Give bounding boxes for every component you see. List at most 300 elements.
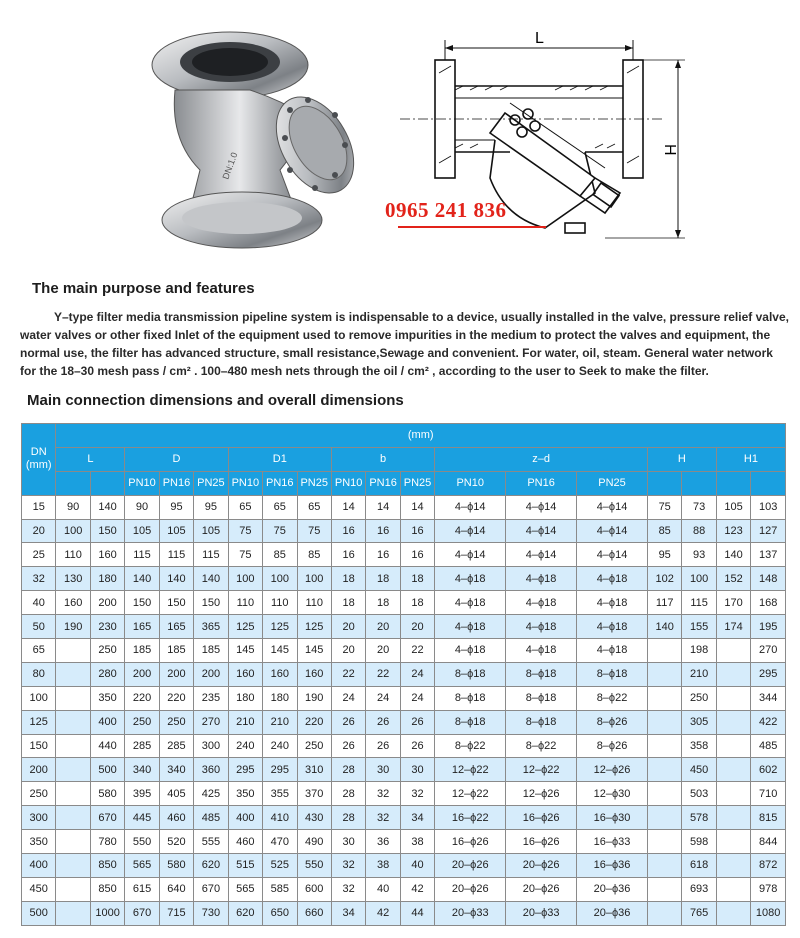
table-cell: 160 <box>90 543 124 567</box>
pn-header: PN16 <box>263 471 297 495</box>
table-cell: 20 <box>400 615 434 639</box>
table-cell: 16–ϕ30 <box>577 806 648 830</box>
table-cell: 18 <box>331 591 365 615</box>
table-cell: 580 <box>90 782 124 806</box>
table-cell: 503 <box>682 782 716 806</box>
pn-header: PN16 <box>159 471 193 495</box>
table-cell: 670 <box>90 806 124 830</box>
table-cell: 180 <box>263 686 297 710</box>
dn-cell: 350 <box>22 830 56 854</box>
table-row <box>22 758 786 782</box>
table-cell: 580 <box>159 854 193 878</box>
table-cell: 42 <box>366 901 400 925</box>
table-cell: 730 <box>194 901 228 925</box>
table-cell: 850 <box>90 854 124 878</box>
table-cell: 370 <box>297 782 331 806</box>
table-cell <box>716 854 750 878</box>
table-cell: 150 <box>90 519 124 543</box>
table-cell: 32 <box>400 782 434 806</box>
table-cell: 85 <box>263 543 297 567</box>
table-cell: 16 <box>400 519 434 543</box>
table-cell: 105 <box>125 519 159 543</box>
dn-cell: 65 <box>22 639 56 663</box>
table-cell: 4–ϕ18 <box>506 567 577 591</box>
table-cell: 180 <box>228 686 262 710</box>
dn-cell: 100 <box>22 686 56 710</box>
table-cell: 20–ϕ26 <box>506 854 577 878</box>
table-cell: 4–ϕ14 <box>435 519 506 543</box>
table-cell: 115 <box>125 543 159 567</box>
table-cell: 75 <box>228 543 262 567</box>
table-row <box>22 567 786 591</box>
table-cell: 103 <box>751 495 786 519</box>
pn-header: PN25 <box>194 471 228 495</box>
table-cell: 18 <box>366 567 400 591</box>
table-cell: 285 <box>159 734 193 758</box>
table-cell: 365 <box>194 615 228 639</box>
table-cell: 8–ϕ26 <box>577 710 648 734</box>
table-cell: 137 <box>751 543 786 567</box>
table-cell: 4–ϕ14 <box>577 495 648 519</box>
table-cell: 8–ϕ18 <box>506 710 577 734</box>
group-header-D: D <box>125 447 228 471</box>
table-cell: 670 <box>125 901 159 925</box>
table-cell: 85 <box>297 543 331 567</box>
table-cell: 190 <box>297 686 331 710</box>
table-cell <box>56 854 90 878</box>
table-cell: 150 <box>194 591 228 615</box>
table-cell: 32 <box>331 877 365 901</box>
group-header-D1: D1 <box>228 447 331 471</box>
table-cell: 22 <box>331 662 365 686</box>
table-cell <box>716 877 750 901</box>
table-cell: 693 <box>682 877 716 901</box>
table-cell: 4–ϕ18 <box>577 591 648 615</box>
table-cell <box>716 639 750 663</box>
table-cell: 168 <box>751 591 786 615</box>
table-cell: 4–ϕ14 <box>506 495 577 519</box>
table-cell: 125 <box>228 615 262 639</box>
pn-cell <box>751 471 786 495</box>
table-cell: 100 <box>228 567 262 591</box>
purpose-description: Y–type filter media transmission pipeline system is indispensable to a device, usually installed in the valve, pressure relief valve, water valves or other fixed Inlet of the equipment used to remove impurities in the medium to protect the valves and equipment, the normal use, the filter has advanced structure, small resistance,Sewage and convenient. For water, oil, steam. General water network for the 18–30 mesh pass / cm² . 100–480 mesh nets through the oil / cm² , according to the user to Seek to make the filter. <box>20 310 789 378</box>
table-cell: 100 <box>263 567 297 591</box>
table-cell: 872 <box>751 854 786 878</box>
table-cell: 26 <box>400 710 434 734</box>
table-cell: 250 <box>159 710 193 734</box>
table-cell: 16–ϕ26 <box>506 806 577 830</box>
table-cell: 20–ϕ36 <box>577 901 648 925</box>
table-cell: 220 <box>125 686 159 710</box>
pn-header: PN16 <box>506 471 577 495</box>
pn-header: PN10 <box>331 471 365 495</box>
table-cell <box>647 662 681 686</box>
table-cell: 145 <box>263 639 297 663</box>
table-cell: 4–ϕ18 <box>506 639 577 663</box>
table-cell: 148 <box>751 567 786 591</box>
dn-cell: 40 <box>22 591 56 615</box>
table-cell: 16–ϕ36 <box>577 854 648 878</box>
dimensions-table <box>21 423 786 926</box>
table-cell: 844 <box>751 830 786 854</box>
table-cell: 4–ϕ14 <box>435 543 506 567</box>
table-cell: 8–ϕ18 <box>577 662 648 686</box>
table-cell: 285 <box>125 734 159 758</box>
dimensions-heading: Main connection dimensions and overall dimensions <box>27 392 404 409</box>
table-cell: 220 <box>297 710 331 734</box>
table-cell: 28 <box>331 758 365 782</box>
table-cell: 22 <box>400 639 434 663</box>
table-cell: 460 <box>159 806 193 830</box>
table-cell: 470 <box>263 830 297 854</box>
table-cell: 100 <box>682 567 716 591</box>
table-cell <box>716 830 750 854</box>
table-cell: 4–ϕ14 <box>506 519 577 543</box>
table-cell <box>56 782 90 806</box>
dn-cell: 200 <box>22 758 56 782</box>
pn-header: PN10 <box>435 471 506 495</box>
table-cell: 565 <box>125 854 159 878</box>
table-cell: 344 <box>751 686 786 710</box>
pn-cell <box>682 471 716 495</box>
table-cell <box>647 782 681 806</box>
table-cell: 117 <box>647 591 681 615</box>
table-cell: 100 <box>56 519 90 543</box>
table-cell: 270 <box>194 710 228 734</box>
table-cell <box>647 806 681 830</box>
table-cell: 160 <box>228 662 262 686</box>
table-cell: 22 <box>366 662 400 686</box>
table-cell: 8–ϕ22 <box>435 734 506 758</box>
table-cell: 65 <box>297 495 331 519</box>
pn-header: PN25 <box>297 471 331 495</box>
svg-text:DN:1.0: DN:1.0 <box>220 150 240 181</box>
table-row <box>22 734 786 758</box>
table-cell: 40 <box>400 854 434 878</box>
table-cell <box>56 830 90 854</box>
table-cell <box>716 758 750 782</box>
table-cell: 32 <box>366 782 400 806</box>
table-cell <box>56 734 90 758</box>
table-cell: 160 <box>297 662 331 686</box>
table-cell: 125 <box>263 615 297 639</box>
table-cell <box>647 877 681 901</box>
table-cell: 105 <box>194 519 228 543</box>
table-cell: 18 <box>331 567 365 591</box>
table-cell: 715 <box>159 901 193 925</box>
table-cell <box>716 710 750 734</box>
table-cell: 358 <box>682 734 716 758</box>
table-cell: 115 <box>194 543 228 567</box>
table-cell: 24 <box>400 686 434 710</box>
table-cell: 110 <box>263 591 297 615</box>
dn-cell: 20 <box>22 519 56 543</box>
dn-cell: 250 <box>22 782 56 806</box>
table-cell <box>56 686 90 710</box>
table-cell: 115 <box>159 543 193 567</box>
table-cell: 140 <box>159 567 193 591</box>
pn-header: PN25 <box>577 471 648 495</box>
table-cell: 110 <box>56 543 90 567</box>
table-cell: 152 <box>716 567 750 591</box>
table-cell: 100 <box>297 567 331 591</box>
dn-cell: 80 <box>22 662 56 686</box>
table-cell: 24 <box>331 686 365 710</box>
table-cell: 130 <box>56 567 90 591</box>
table-cell: 20 <box>331 639 365 663</box>
table-cell: 978 <box>751 877 786 901</box>
table-cell: 185 <box>125 639 159 663</box>
table-cell: 73 <box>682 495 716 519</box>
table-cell: 295 <box>263 758 297 782</box>
dn-cell: 500 <box>22 901 56 925</box>
table-cell: 210 <box>228 710 262 734</box>
table-cell: 30 <box>331 830 365 854</box>
table-cell: 105 <box>159 519 193 543</box>
table-cell: 150 <box>159 591 193 615</box>
table-cell: 8–ϕ22 <box>577 686 648 710</box>
table-cell: 340 <box>125 758 159 782</box>
table-cell: 500 <box>90 758 124 782</box>
table-cell: 93 <box>682 543 716 567</box>
table-cell: 4–ϕ18 <box>506 591 577 615</box>
table-cell: 4–ϕ14 <box>506 543 577 567</box>
pn-cell <box>716 471 750 495</box>
table-cell: 360 <box>194 758 228 782</box>
dn-cell: 300 <box>22 806 56 830</box>
table-cell: 14 <box>331 495 365 519</box>
group-header-b: b <box>331 447 434 471</box>
table-cell: 305 <box>682 710 716 734</box>
table-cell: 32 <box>366 806 400 830</box>
table-row <box>22 806 786 830</box>
table-cell: 1080 <box>751 901 786 925</box>
table-cell: 8–ϕ18 <box>506 662 577 686</box>
table-cell <box>56 639 90 663</box>
table-cell: 8–ϕ18 <box>435 710 506 734</box>
table-cell: 4–ϕ18 <box>435 639 506 663</box>
table-cell: 765 <box>682 901 716 925</box>
dn-cell: 450 <box>22 877 56 901</box>
table-cell: 210 <box>263 710 297 734</box>
table-cell: 16 <box>366 519 400 543</box>
dn-cell: 32 <box>22 567 56 591</box>
table-cell: 8–ϕ22 <box>506 734 577 758</box>
table-row <box>22 543 786 567</box>
table-cell: 350 <box>90 686 124 710</box>
table-row <box>22 686 786 710</box>
table-cell <box>647 734 681 758</box>
table-cell: 250 <box>297 734 331 758</box>
table-cell: 75 <box>228 519 262 543</box>
table-cell <box>716 662 750 686</box>
table-cell: 16–ϕ33 <box>577 830 648 854</box>
table-cell: 16–ϕ26 <box>435 830 506 854</box>
table-cell: 14 <box>400 495 434 519</box>
table-cell: 405 <box>159 782 193 806</box>
table-cell: 20–ϕ26 <box>506 877 577 901</box>
table-cell: 220 <box>159 686 193 710</box>
table-cell: 8–ϕ18 <box>506 686 577 710</box>
table-cell: 12–ϕ22 <box>435 758 506 782</box>
table-cell: 40 <box>366 877 400 901</box>
table-cell: 145 <box>228 639 262 663</box>
table-cell <box>647 686 681 710</box>
table-cell: 250 <box>90 639 124 663</box>
table-cell: 485 <box>751 734 786 758</box>
table-cell: 26 <box>331 734 365 758</box>
table-cell: 127 <box>751 519 786 543</box>
table-cell: 198 <box>682 639 716 663</box>
table-cell: 295 <box>228 758 262 782</box>
phone-number: 0965 241 836 <box>385 198 507 222</box>
table-cell <box>56 806 90 830</box>
table-cell: 400 <box>90 710 124 734</box>
table-cell: 4–ϕ18 <box>577 615 648 639</box>
table-cell: 105 <box>716 495 750 519</box>
pn-cell <box>647 471 681 495</box>
table-row <box>22 877 786 901</box>
table-cell: 20–ϕ26 <box>435 877 506 901</box>
table-cell: 28 <box>331 782 365 806</box>
table-cell: 12–ϕ26 <box>506 782 577 806</box>
table-cell: 300 <box>194 734 228 758</box>
table-row <box>22 830 786 854</box>
table-cell: 170 <box>716 591 750 615</box>
table-cell: 425 <box>194 782 228 806</box>
unit-header: (mm) <box>56 424 786 448</box>
table-cell: 422 <box>751 710 786 734</box>
table-row <box>22 615 786 639</box>
table-cell <box>647 758 681 782</box>
table-cell: 1000 <box>90 901 124 925</box>
table-cell: 65 <box>228 495 262 519</box>
dn-cell: 150 <box>22 734 56 758</box>
pn-header: PN10 <box>125 471 159 495</box>
table-cell: 400 <box>228 806 262 830</box>
table-cell <box>647 639 681 663</box>
table-cell: 355 <box>263 782 297 806</box>
table-cell: 395 <box>125 782 159 806</box>
table-cell: 95 <box>159 495 193 519</box>
table-cell: 210 <box>682 662 716 686</box>
table-cell: 34 <box>331 901 365 925</box>
table-cell: 4–ϕ14 <box>577 543 648 567</box>
table-cell: 42 <box>400 877 434 901</box>
table-cell: 32 <box>331 854 365 878</box>
table-cell <box>647 710 681 734</box>
table-cell: 485 <box>194 806 228 830</box>
table-cell: 125 <box>297 615 331 639</box>
table-cell: 200 <box>159 662 193 686</box>
table-cell: 200 <box>90 591 124 615</box>
table-cell: 310 <box>297 758 331 782</box>
table-cell: 270 <box>751 639 786 663</box>
table-cell: 102 <box>647 567 681 591</box>
table-cell: 602 <box>751 758 786 782</box>
table-cell: 410 <box>263 806 297 830</box>
table-cell: 150 <box>125 591 159 615</box>
table-cell: 430 <box>297 806 331 830</box>
table-cell <box>716 782 750 806</box>
table-cell: 26 <box>400 734 434 758</box>
table-cell: 555 <box>194 830 228 854</box>
table-cell: 8–ϕ18 <box>435 662 506 686</box>
dn-cell: 125 <box>22 710 56 734</box>
table-cell: 16 <box>331 543 365 567</box>
table-cell: 710 <box>751 782 786 806</box>
table-cell: 200 <box>194 662 228 686</box>
table-row <box>22 901 786 925</box>
table-cell: 450 <box>682 758 716 782</box>
table-cell: 16 <box>400 543 434 567</box>
table-row <box>22 495 786 519</box>
table-cell: 160 <box>263 662 297 686</box>
table-cell: 4–ϕ18 <box>435 567 506 591</box>
table-cell: 20–ϕ33 <box>435 901 506 925</box>
table-cell: 140 <box>194 567 228 591</box>
table-cell: 18 <box>366 591 400 615</box>
table-body <box>22 495 786 925</box>
table-cell: 165 <box>159 615 193 639</box>
table-cell: 65 <box>263 495 297 519</box>
table-cell: 16–ϕ22 <box>435 806 506 830</box>
table-cell: 26 <box>366 710 400 734</box>
table-cell: 578 <box>682 806 716 830</box>
dn-cell: 25 <box>22 543 56 567</box>
table-cell: 140 <box>90 495 124 519</box>
table-cell: 525 <box>263 854 297 878</box>
table-cell: 230 <box>90 615 124 639</box>
table-cell: 88 <box>682 519 716 543</box>
table-cell: 12–ϕ30 <box>577 782 648 806</box>
table-cell: 620 <box>228 901 262 925</box>
pn-header: PN10 <box>228 471 262 495</box>
group-header-zd: z–d <box>435 447 648 471</box>
table-cell: 110 <box>297 591 331 615</box>
table-row <box>22 591 786 615</box>
table-cell: 14 <box>366 495 400 519</box>
table-cell: 115 <box>682 591 716 615</box>
table-cell: 174 <box>716 615 750 639</box>
dim-L-label: L <box>535 30 544 47</box>
table-cell: 850 <box>90 877 124 901</box>
table-cell: 12–ϕ22 <box>506 758 577 782</box>
table-cell: 155 <box>682 615 716 639</box>
dn-cell: 400 <box>22 854 56 878</box>
table-cell: 165 <box>125 615 159 639</box>
table-cell <box>716 901 750 925</box>
table-cell: 550 <box>297 854 331 878</box>
table-cell: 185 <box>159 639 193 663</box>
table-cell <box>56 662 90 686</box>
table-cell: 598 <box>682 830 716 854</box>
table-cell: 180 <box>90 567 124 591</box>
table-cell: 18 <box>400 567 434 591</box>
table-cell: 90 <box>125 495 159 519</box>
table-cell: 16–ϕ26 <box>506 830 577 854</box>
table-cell <box>56 901 90 925</box>
table-cell: 34 <box>400 806 434 830</box>
table-cell: 8–ϕ18 <box>435 686 506 710</box>
table-cell: 95 <box>194 495 228 519</box>
group-header-H1: H1 <box>716 447 785 471</box>
table-row <box>22 662 786 686</box>
pn-cell <box>56 471 90 495</box>
table-cell: 26 <box>331 710 365 734</box>
table-cell: 350 <box>228 782 262 806</box>
table-cell: 123 <box>716 519 750 543</box>
